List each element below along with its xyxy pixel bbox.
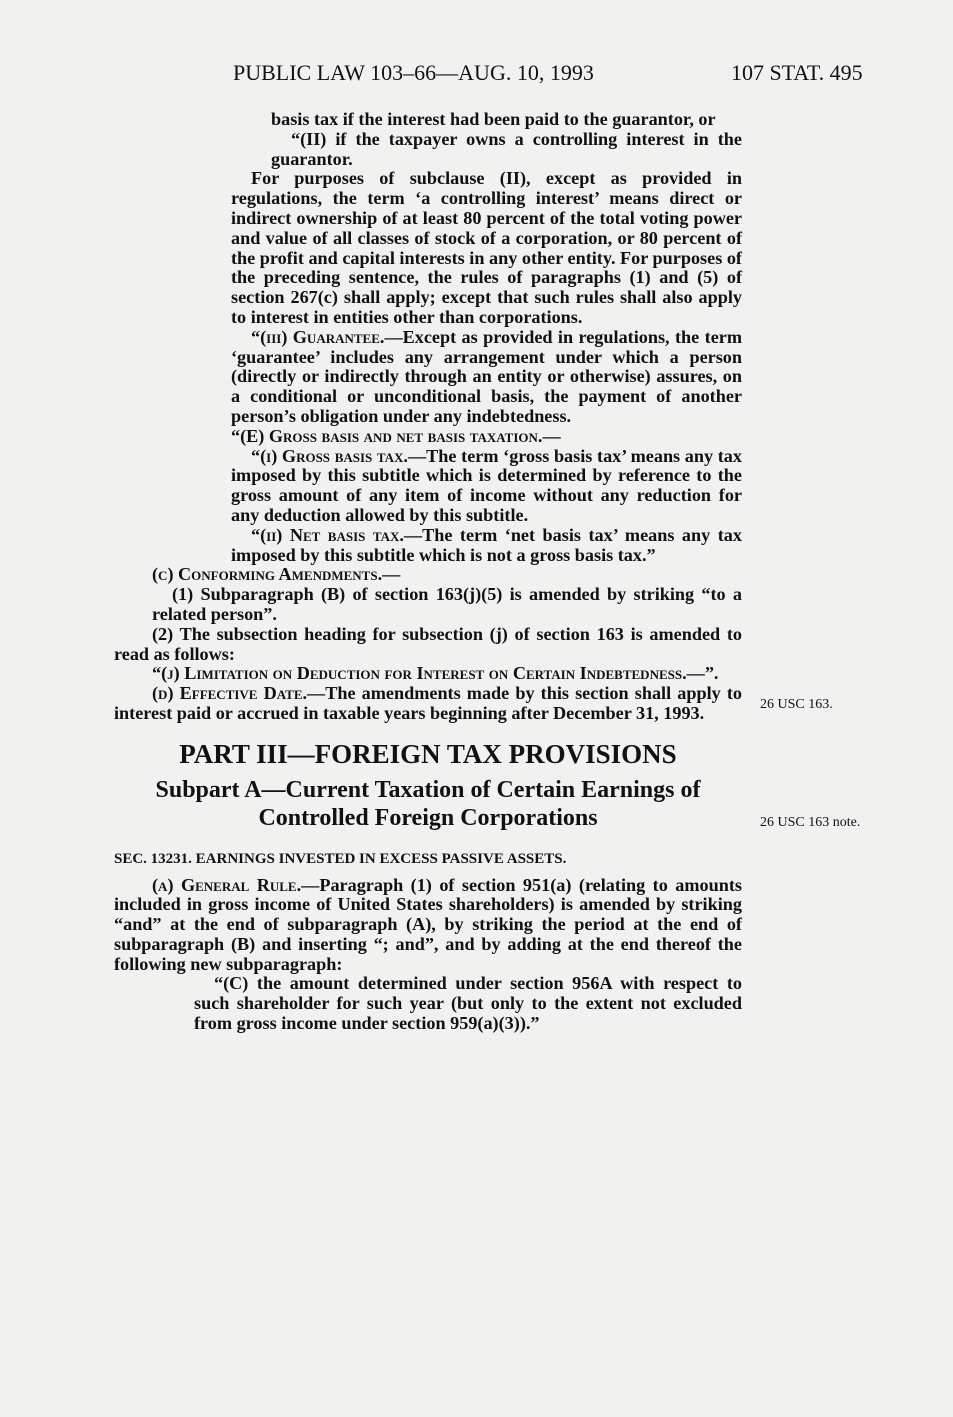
subsection-heading: (c) Conforming Amendments.— <box>152 564 401 585</box>
paragraph-text: —The term ‘net basis tax’ means any tax imposed by this subtitle which is not a gross basis tax.” <box>231 524 742 565</box>
running-header-page: 107 STAT. 495 <box>731 60 863 85</box>
paragraph: “(II) if the taxpayer owns a controlling interest in the guarantor. <box>271 128 742 169</box>
section-heading: SEC. 13231. EARNINGS INVESTED IN EXCESS PASSIVE ASSETS. <box>114 850 567 867</box>
paragraph <box>114 876 742 975</box>
paragraph <box>114 684 742 724</box>
run-in-heading: (d) Effective Date. <box>152 683 308 704</box>
paragraph: For purposes of subclause (II), except as provided in regulations, the term ‘a controlling interest’ means direct or indirect ownership of at least 80 percent of the total voting power and value of all classes of stock of a corporation, or 80 percent of the profit and capital interests in any other entity. For purposes of the preceding sentence, the rules of paragraphs (1) and (5) of section 267(c) shall apply; except that such rules shall also apply to interest in entities other than corporations. <box>231 168 742 327</box>
part-title: PART III—FOREIGN TAX PROVISIONS <box>179 738 677 769</box>
paragraph-text: —The amendments made by this section shall apply to interest paid or accrued in taxable years beginning after December 31, 1993. <box>114 683 742 723</box>
paragraph: “(C) the amount determined under section 956A with respect to such shareholder for such year (but only to the extent not excluded from gross income under section 959(a)(3)).” <box>194 973 742 1034</box>
margin-note: 26 USC 163 note. <box>760 815 861 830</box>
run-in-heading: “(ii) Net basis tax. <box>251 524 404 545</box>
run-in-heading: (a) General Rule. <box>152 874 302 895</box>
paragraph-text: —Except as provided in regulations, the term ‘guarantee’ includes any arrangement under which a person (directly or indirectly through an entity or otherwise) assures, on a conditional or unconditional basis, the payment of another person’s obligation under any indebtedness. <box>231 326 742 426</box>
paragraph-text: —The term ‘gross basis tax’ means any tax imposed by this subtitle which is determined by reference to the gross amount of any item of income without any reduction for any deduction allowed by this subtitle. <box>231 445 742 525</box>
paragraph <box>114 328 742 427</box>
paragraph: (1) Subparagraph (B) of section 163(j)(5) is amended by striking “to a related person”. <box>152 584 742 624</box>
subheading: “(E) Gross basis and net basis taxation.— <box>231 425 561 446</box>
paragraph <box>114 526 742 566</box>
document-body <box>114 110 742 1034</box>
subpart-title: Subpart A—Current Taxation of Certain Earnings of Controlled Foreign Corporations <box>155 776 701 831</box>
running-header-title: PUBLIC LAW 103–66—AUG. 10, 1993 <box>233 60 594 85</box>
paragraph-text: —Paragraph (1) of section 951(a) (relating to amounts included in gross income of United States shareholders) is amended by striking “and” at the end of subparagraph (A), by striking the period at the end of subparagraph (B) and inserting “; and”, and by adding at the end thereof the following new subparagraph: <box>114 874 742 974</box>
run-in-heading: “(i) Gross basis tax. <box>251 445 408 466</box>
paragraph: (2) The subsection heading for subsection (j) of section 163 is amended to read as follows: <box>114 623 742 664</box>
margin-note: 26 USC 163. <box>760 697 833 712</box>
run-in-heading: “(iii) Guarantee. <box>251 326 385 347</box>
paragraph <box>114 447 742 526</box>
paragraph: “(j) Limitation on Deduction for Interest on Certain Indebtedness.—”. <box>152 663 719 684</box>
paragraph: basis tax if the interest had been paid to the guarantor, or <box>271 109 716 129</box>
